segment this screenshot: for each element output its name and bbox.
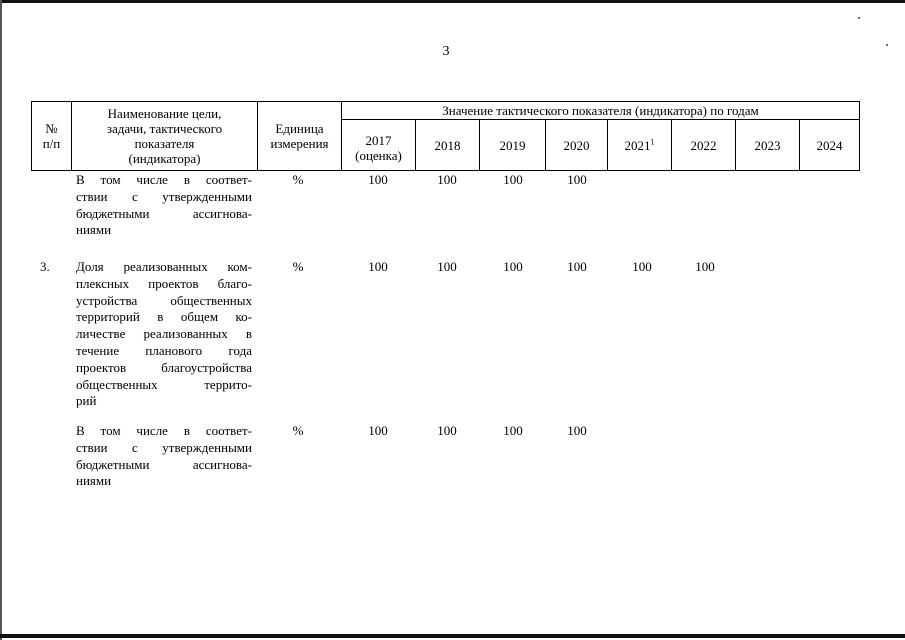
header-year-2019: 2019 — [480, 120, 546, 171]
row-3-value-2019: 100 — [503, 423, 523, 438]
row-2-value-2017: 100 — [368, 259, 388, 274]
row-2-number: 3. — [40, 259, 50, 274]
indicator-table-header — [31, 101, 860, 171]
header-unit-column: Единица измерения — [258, 102, 342, 171]
scan-border-left — [0, 0, 2, 640]
header-year-2020: 2020 — [546, 120, 608, 171]
row-2-value-2019: 100 — [503, 259, 523, 274]
row-2-indicator-name: Доля реализованных ком- плексных проектов благо- устройства общественных территорий в общем ко- личестве реализованных в течение планового года проектов благоустройства общественных террито- рий — [76, 259, 252, 409]
page-number: 3 — [442, 44, 450, 59]
row-3-indicator-name: В том числе в соответ- ствии с утвержденными бюджетными ассигнова- ниями — [76, 423, 252, 489]
header-year-2024: 2024 — [800, 120, 860, 171]
header-name-column: Наименование цели, задачи, тактического показателя (индикатора) — [72, 102, 258, 171]
row-3-value-2017: 100 — [368, 423, 388, 438]
row-3-unit: % — [292, 423, 304, 438]
row-2-value-2021: 100 — [632, 259, 652, 274]
row-1-unit: % — [292, 172, 304, 187]
row-1-value-2020: 100 — [567, 172, 587, 187]
header-year-2018: 2018 — [416, 120, 480, 171]
footnote-marker: 1 — [650, 137, 655, 147]
scan-border-top — [0, 0, 905, 3]
scan-speck — [886, 44, 888, 46]
row-2-value-2022: 100 — [695, 259, 715, 274]
header-year-2017: 2017 (оценка) — [342, 120, 416, 171]
scan-speck — [858, 17, 860, 19]
row-1-value-2018: 100 — [437, 172, 457, 187]
row-1-indicator-name: В том числе в соответ- ствии с утвержденными бюджетными ассигнова- ниями — [76, 172, 252, 238]
row-3-value-2018: 100 — [437, 423, 457, 438]
header-year-2022: 2022 — [672, 120, 736, 171]
header-number-column: № п/п — [32, 102, 72, 171]
row-3-value-2020: 100 — [567, 423, 587, 438]
header-year-2021: 2021$^1$ — [608, 120, 672, 171]
row-1-value-2019: 100 — [503, 172, 523, 187]
header-group-title: Значение тактического показателя (индикатора) по годам — [342, 102, 860, 120]
row-2-value-2018: 100 — [437, 259, 457, 274]
row-2-value-2020: 100 — [567, 259, 587, 274]
row-2-unit: % — [292, 259, 304, 274]
scan-border-bottom — [0, 634, 905, 638]
header-year-2023: 2023 — [736, 120, 800, 171]
row-1-value-2017: 100 — [368, 172, 388, 187]
